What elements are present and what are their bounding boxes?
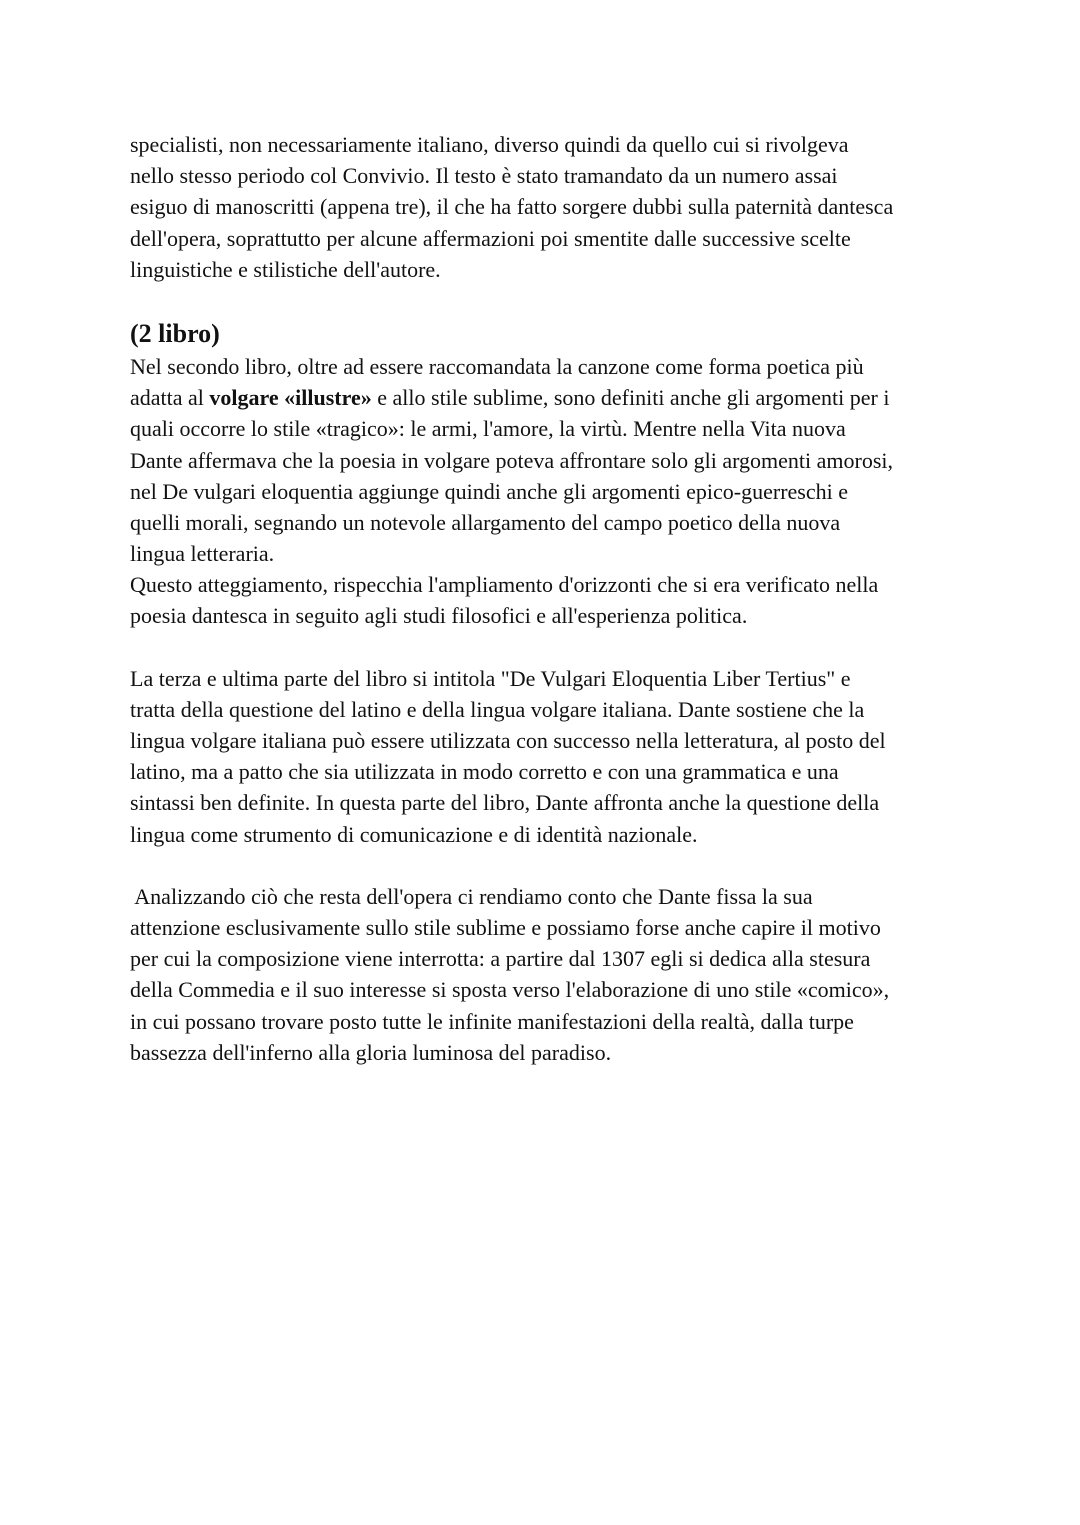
text-line: Dante affermava che la poesia in volgare poteva affrontare solo gli argomenti amorosi, — [130, 447, 893, 473]
text-line: La terza e ultima parte del libro si intitola "De Vulgari Eloquentia Liber Tertius" e — [130, 665, 851, 691]
bold-term: volgare «illustre» — [209, 385, 372, 411]
text-line: quelli morali, segnando un notevole allargamento del campo poetico della nuova — [130, 509, 841, 535]
text-line: poesia dantesca in seguito agli studi filosofici e all'esperienza politica. — [130, 603, 748, 629]
text-line-with-bold — [130, 382, 960, 413]
text-line: bassezza dell'inferno alla gloria luminosa del paradiso. — [130, 1039, 612, 1065]
document-page — [130, 129, 960, 1068]
text-line: per cui la composizione viene interrotta: a partire dal 1307 egli si dedica alla stesura — [130, 946, 871, 972]
spacer — [130, 850, 960, 881]
spacer — [130, 285, 960, 317]
text-fragment: adatta al — [130, 385, 210, 411]
text-line: nel De vulgari eloquentia aggiunge quindi anche gli argomenti epico-guerreschi e — [130, 478, 849, 504]
text-line: lingua letteraria. — [130, 541, 275, 567]
text-line: lingua come strumento di comunicazione e di identità nazionale. — [130, 821, 698, 847]
text-line: Analizzando ciò che resta dell'opera ci rendiamo conto che Dante fissa la sua — [130, 883, 813, 909]
text-line: quali occorre lo stile «tragico»: le armi, l'amore, la virtù. Mentre nella Vita nuova — [130, 416, 846, 442]
text-line: dell'opera, soprattutto per alcune affermazioni poi smentite dalle successive scelte — [130, 225, 851, 251]
text-line: della Commedia e il suo interesse si sposta verso l'elaborazione di uno stile «comico», — [130, 977, 890, 1003]
text-line: attenzione esclusivamente sullo stile sublime e possiamo forse anche capire il motivo — [130, 914, 881, 940]
text-line: lingua volgare italiana può essere utilizzata con successo nella letteratura, al posto del — [130, 728, 886, 753]
text-line: in cui possano trovare posto tutte le infinite manifestazioni della realtà, dalla turpe — [130, 1008, 854, 1034]
paragraph-intro — [130, 129, 960, 285]
text-line: Nel secondo libro, oltre ad essere raccomandata la canzone come forma poetica più — [130, 353, 864, 379]
text-line: tratta della questione del latino e della lingua volgare italiana. Dante sostiene che la — [130, 696, 865, 722]
text-line: sintassi ben definite. In questa parte del libro, Dante affronta anche la questione della — [130, 790, 880, 816]
paragraph-third-part — [130, 663, 960, 850]
text-fragment: e allo stile sublime, sono definiti anche gli argomenti per i — [371, 385, 890, 411]
section-heading: (2 libro) — [130, 318, 220, 348]
text-line: nello stesso periodo col Convivio. Il testo è stato tramandato da un numero assai — [130, 163, 838, 189]
text-line: linguistiche e stilistiche dell'autore. — [130, 256, 441, 282]
text-line: latino, ma a patto che sia utilizzata in modo corretto e con una grammatica e una — [130, 759, 839, 785]
text-line: esiguo di manoscritti (appena tre), il che ha fatto sorgere dubbi sulla paternità dantesca — [130, 194, 894, 220]
spacer — [130, 632, 960, 663]
text-line: Questo atteggiamento, rispecchia l'ampliamento d'orizzonti che si era verificato nella — [130, 572, 879, 598]
paragraph-second-book — [130, 351, 960, 632]
paragraph-analysis — [130, 881, 960, 1068]
text-line: specialisti, non necessariamente italiano, diverso quindi da quello cui si rivolgeva — [130, 132, 849, 157]
